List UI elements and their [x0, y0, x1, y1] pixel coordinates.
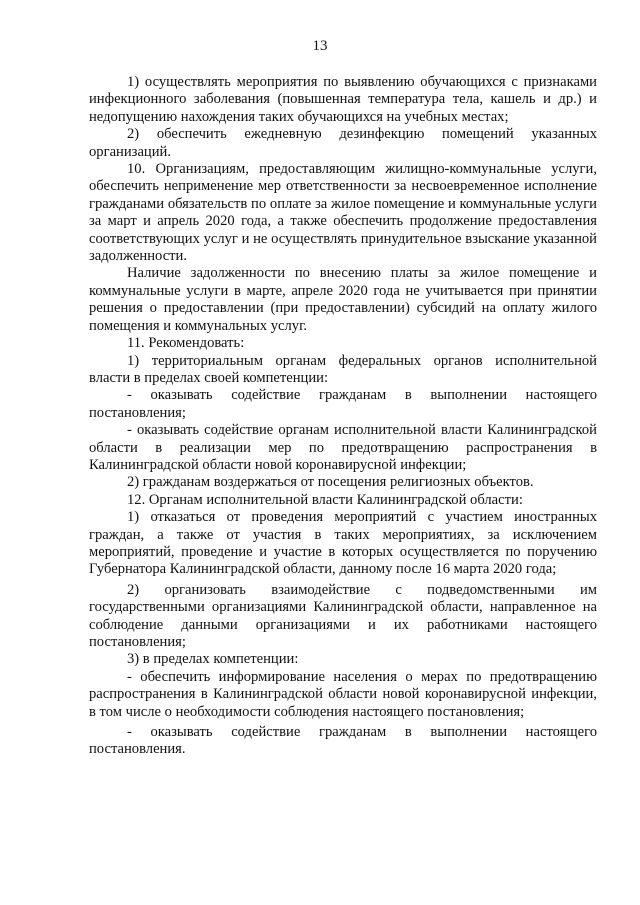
paragraph-11-1: 1) территориальным органам федеральных органов исполнительной власти в пределах своей компетенции:	[89, 352, 597, 386]
document-body	[89, 74, 597, 759]
page-number: 13	[312, 38, 328, 54]
paragraph-10: 10. Организациям, предоставляющим жилищно-коммунальные услуги, обеспечить неприменение мер ответственности за несвоевременное исполнение гражданами обязательств по оплате за жилое помещение и коммунальные услуги за март и апрель 2020 года, а также обеспечить продолжение предоставления соответствующих услуг и не осуществлять принудительное взыскание указанной задолженности.	[89, 161, 597, 265]
paragraph-11: 11. Рекомендовать:	[127, 335, 245, 352]
paragraph-12-1: 1) отказаться от проведения мероприятий с участием иностранных граждан, а также от участия в таких мероприятиях, за исключением мероприятий, проведение и участие в которых осуществляется по поручению Губернатора Калининградской области, данному после 16 марта 2020 года;	[89, 509, 597, 578]
paragraph-12-2: 2) организовать взаимодействие с подведомственными им государственными организациями Калининградской области, направленное на соблюдение данными организациями и их работниками настоящего постановления;	[89, 581, 597, 650]
paragraph-debt-note: Наличие задолженности по внесению платы за жилое помещение и коммунальные услуги в марте, апреле 2020 года не учитывается при принятии решения о предоставлении (при предоставлении) субсидий на оплату жилого помещения и коммунальных услуг.	[89, 265, 597, 334]
paragraph-10-1: 1) осуществлять мероприятия по выявлению обучающихся с признаками инфекционного заболевания (повышенная температура тела, кашель и др.) и недопущению нахождения таких обучающихся на учебных местах;	[89, 74, 597, 125]
paragraph-12: 12. Органам исполнительной власти Калининградской области:	[127, 491, 523, 508]
paragraph-11-1-a: - оказывать содействие гражданам в выполнении настоящего постановления;	[89, 387, 597, 421]
paragraph-12-3-a: - обеспечить информирование населения о мерах по предотвращению распространения в Калининградской области новой коронавирусной инфекции, в том числе о необходимости соблюдения настоящего постановления;	[89, 668, 597, 720]
paragraph-11-2: 2) гражданам воздержаться от посещения религиозных объектов.	[127, 474, 534, 491]
paragraph-10-2: 2) обеспечить ежедневную дезинфекцию помещений указанных организаций.	[89, 126, 597, 160]
paragraph-12-3-b: - оказывать содействие гражданам в выполнении настоящего постановления.	[89, 724, 597, 758]
paragraph-12-3: 3) в пределах компетенции:	[127, 651, 299, 668]
paragraph-11-1-b: - оказывать содействие органам исполнительной власти Калининградской области в реализации мер по предотвращению распространения в Калининградской области новой коронавирусной инфекции;	[89, 422, 597, 473]
